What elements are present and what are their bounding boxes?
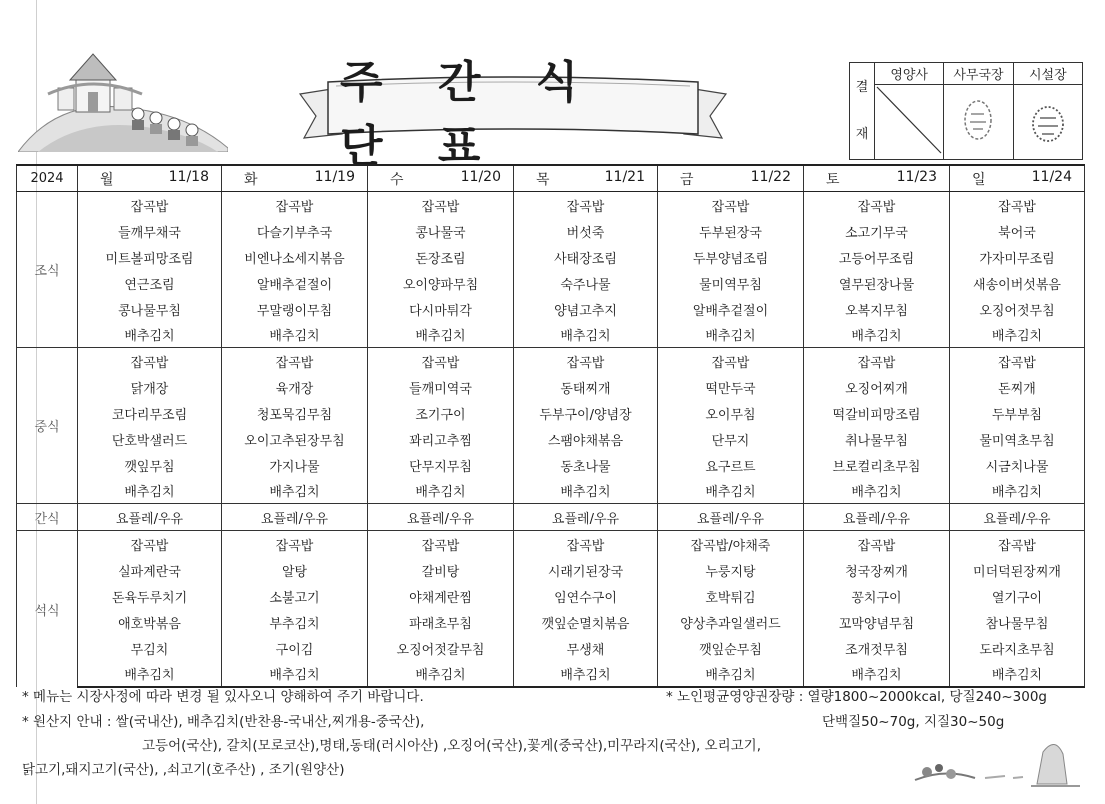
menu-item: 단호박샐러드	[78, 426, 222, 452]
menu-item: 시금치나물	[950, 452, 1085, 478]
day-name: 화	[244, 171, 258, 188]
menu-item: 스팸야채볶음	[514, 426, 658, 452]
menu-item: 꽁치구이	[804, 583, 950, 609]
page-title: 주 간 식 단 표	[340, 57, 599, 172]
menu-row	[17, 244, 1085, 270]
menu-item: 비엔나소세지볶음	[222, 244, 368, 270]
menu-item: 깻잎순멸치볶음	[514, 609, 658, 635]
day-date: 11/23	[896, 168, 937, 185]
menu-item: 배추김치	[222, 322, 368, 348]
menu-item: 돈육두루치기	[78, 583, 222, 609]
menu-item: 잡곡밥	[514, 348, 658, 375]
menu-item: 오이고추된장무침	[222, 426, 368, 452]
menu-item: 가지나물	[222, 452, 368, 478]
menu-item: 오이양파무침	[368, 270, 514, 296]
menu-row	[17, 400, 1085, 426]
menu-item: 잡곡밥	[804, 192, 950, 219]
day-name: 일	[972, 171, 986, 188]
day-name: 월	[100, 171, 114, 188]
menu-item: 배추김치	[804, 322, 950, 348]
menu-item: 잡곡밥	[804, 531, 950, 558]
menu-item: 소고기무국	[804, 218, 950, 244]
menu-row	[17, 583, 1085, 609]
menu-item: 두부부침	[950, 400, 1085, 426]
menu-row	[17, 478, 1085, 504]
menu-item: 동초나물	[514, 452, 658, 478]
menu-item: 돈장조림	[368, 244, 514, 270]
note-nutrition-2: 단백질50~70g, 지질30~50g	[822, 714, 1005, 730]
menu-item: 잡곡밥	[222, 531, 368, 558]
menu-row	[17, 531, 1085, 558]
menu-item: 참나물무침	[950, 609, 1085, 635]
menu-item: 잡곡밥	[78, 348, 222, 375]
menu-body	[17, 192, 1085, 688]
menu-item: 꽈리고추찜	[368, 426, 514, 452]
menu-item: 구이김	[222, 635, 368, 661]
menu-row	[17, 426, 1085, 452]
menu-row	[17, 192, 1085, 219]
menu-row	[17, 635, 1085, 661]
menu-item: 알탕	[222, 557, 368, 583]
menu-item: 연근조림	[78, 270, 222, 296]
approval-side-top: 결	[855, 80, 869, 95]
menu-item: 잡곡밥	[368, 192, 514, 219]
day-date: 11/22	[750, 168, 791, 185]
menu-item: 코다리무조림	[78, 400, 222, 426]
menu-item: 무말랭이무침	[222, 296, 368, 322]
approval-side-label	[850, 63, 875, 160]
menu-item: 누룽지탕	[658, 557, 804, 583]
menu-item: 배추김치	[78, 661, 222, 687]
menu-item: 요플레/우유	[368, 504, 514, 531]
menu-item: 다슬기부추국	[222, 218, 368, 244]
house-hill-illustration	[18, 48, 228, 152]
approval-signature-slash	[875, 85, 944, 160]
date-header-row	[17, 165, 1085, 192]
menu-item: 오이무침	[658, 400, 804, 426]
note-origin-2: 고등어(국산), 갈치(모로코산),명태,동태(러시아산) ,오징어(국산),꽃게(중국산),미꾸라지(국산), 오리고기,	[142, 738, 762, 754]
menu-item: 야채계란찜	[368, 583, 514, 609]
menu-item: 꼬막양념무침	[804, 609, 950, 635]
meal-label: 중식	[17, 348, 78, 504]
menu-item: 배추김치	[804, 478, 950, 504]
menu-item: 배추김치	[950, 661, 1085, 687]
menu-item: 두부된장국	[658, 218, 804, 244]
menu-item: 동태찌개	[514, 374, 658, 400]
approval-box	[849, 62, 1083, 160]
menu-item: 물미역무침	[658, 270, 804, 296]
menu-row	[17, 452, 1085, 478]
menu-item: 잡곡밥	[950, 348, 1085, 375]
day-name: 토	[826, 171, 840, 188]
menu-item: 잡곡밥	[658, 348, 804, 375]
day-header	[804, 165, 950, 192]
menu-item: 조기구이	[368, 400, 514, 426]
menu-item: 요플레/우유	[514, 504, 658, 531]
day-header	[222, 165, 368, 192]
menu-item: 가자미무조림	[950, 244, 1085, 270]
day-name: 목	[536, 171, 550, 188]
menu-item: 잡곡밥	[78, 531, 222, 558]
menu-item: 미더덕된장찌개	[950, 557, 1085, 583]
menu-item: 도라지초무침	[950, 635, 1085, 661]
menu-item: 열기구이	[950, 583, 1085, 609]
menu-item: 배추김치	[950, 478, 1085, 504]
menu-row	[17, 374, 1085, 400]
menu-item: 물미역초무침	[950, 426, 1085, 452]
year-cell: 2024	[17, 165, 78, 192]
menu-item: 버섯죽	[514, 218, 658, 244]
menu-item: 알배추겉절이	[222, 270, 368, 296]
menu-item: 들깨무채국	[78, 218, 222, 244]
day-date: 11/24	[1031, 168, 1072, 185]
menu-row	[17, 270, 1085, 296]
note-origin-3: 닭고기,돼지고기(국산), ,쇠고기(호주산) , 조기(원양산)	[22, 762, 345, 778]
day-header	[658, 165, 804, 192]
menu-item: 취나물무침	[804, 426, 950, 452]
menu-item: 오복지무침	[804, 296, 950, 322]
menu-item: 배추김치	[368, 478, 514, 504]
menu-item: 시래기된장국	[514, 557, 658, 583]
menu-row	[17, 609, 1085, 635]
menu-item: 배추김치	[368, 322, 514, 348]
menu-item: 오징어젓갈무침	[368, 635, 514, 661]
day-name: 금	[680, 171, 694, 188]
menu-item: 떡만두국	[658, 374, 804, 400]
menu-item: 알배추겉절이	[658, 296, 804, 322]
menu-item: 배추김치	[222, 478, 368, 504]
menu-item: 육개장	[222, 374, 368, 400]
day-date: 11/18	[168, 168, 209, 185]
menu-item: 미트볼피망조림	[78, 244, 222, 270]
menu-item: 사태장조림	[514, 244, 658, 270]
menu-item: 배추김치	[78, 322, 222, 348]
meal-label: 석식	[17, 531, 78, 688]
menu-item: 애호박볶음	[78, 609, 222, 635]
menu-item: 깻잎무침	[78, 452, 222, 478]
menu-item: 콩나물국	[368, 218, 514, 244]
day-date: 11/19	[314, 168, 355, 185]
menu-row	[17, 218, 1085, 244]
menu-item: 잡곡밥/야채죽	[658, 531, 804, 558]
menu-item: 잡곡밥	[514, 531, 658, 558]
day-header	[950, 165, 1085, 192]
menu-item: 두부양념조림	[658, 244, 804, 270]
menu-item: 떡갈비피망조림	[804, 400, 950, 426]
menu-item: 배추김치	[658, 478, 804, 504]
menu-item: 요플레/우유	[222, 504, 368, 531]
menu-item: 새송이버섯볶음	[950, 270, 1085, 296]
menu-item: 돈찌개	[950, 374, 1085, 400]
menu-item: 고등어무조림	[804, 244, 950, 270]
decorative-flower-art	[905, 728, 1085, 790]
menu-item: 두부구이/양념장	[514, 400, 658, 426]
menu-item: 잡곡밥	[222, 192, 368, 219]
menu-item: 잡곡밥	[950, 531, 1085, 558]
menu-item: 요플레/우유	[804, 504, 950, 531]
menu-item: 오징어젓무침	[950, 296, 1085, 322]
menu-item: 잡곡밥	[658, 192, 804, 219]
approval-role: 시설장	[1013, 63, 1082, 85]
menu-item: 잡곡밥	[222, 348, 368, 375]
menu-item: 조개젓무침	[804, 635, 950, 661]
day-header	[78, 165, 222, 192]
menu-item: 호박튀김	[658, 583, 804, 609]
menu-item: 단무지무침	[368, 452, 514, 478]
menu-row	[17, 296, 1085, 322]
menu-item: 깻잎순무침	[658, 635, 804, 661]
menu-item: 잡곡밥	[368, 531, 514, 558]
meal-label: 간식	[17, 504, 78, 531]
approval-side-bottom: 재	[855, 127, 869, 142]
menu-item: 요플레/우유	[78, 504, 222, 531]
menu-row	[17, 348, 1085, 375]
menu-item: 갈비탕	[368, 557, 514, 583]
day-name: 수	[390, 171, 404, 188]
menu-row	[17, 661, 1085, 687]
menu-item: 실파계란국	[78, 557, 222, 583]
approval-signature-stamp	[1013, 85, 1082, 160]
day-header	[514, 165, 658, 192]
menu-item: 다시마튀각	[368, 296, 514, 322]
menu-item: 브로컬리초무침	[804, 452, 950, 478]
menu-row	[17, 557, 1085, 583]
menu-item: 무김치	[78, 635, 222, 661]
menu-item: 배추김치	[514, 322, 658, 348]
menu-item: 잡곡밥	[368, 348, 514, 375]
menu-item: 잡곡밥	[804, 348, 950, 375]
menu-item: 배추김치	[514, 478, 658, 504]
menu-item: 청포묵김무침	[222, 400, 368, 426]
menu-row	[17, 322, 1085, 348]
menu-item: 부추김치	[222, 609, 368, 635]
day-date: 11/20	[460, 168, 501, 185]
approval-signature-stamp	[944, 85, 1013, 160]
menu-item: 배추김치	[658, 322, 804, 348]
menu-item: 잡곡밥	[78, 192, 222, 219]
menu-item: 들깨미역국	[368, 374, 514, 400]
menu-item: 임연수구이	[514, 583, 658, 609]
menu-item: 배추김치	[514, 661, 658, 687]
day-date: 11/21	[604, 168, 645, 185]
menu-item: 배추김치	[950, 322, 1085, 348]
menu-item: 파래초무침	[368, 609, 514, 635]
menu-item: 요플레/우유	[658, 504, 804, 531]
menu-item: 무생채	[514, 635, 658, 661]
menu-item: 양상추과일샐러드	[658, 609, 804, 635]
menu-item: 배추김치	[804, 661, 950, 687]
menu-item: 잡곡밥	[514, 192, 658, 219]
approval-role: 사무국장	[944, 63, 1013, 85]
menu-item: 잡곡밥	[950, 192, 1085, 219]
menu-item: 배추김치	[78, 478, 222, 504]
note-menu-change: * 메뉴는 시장사정에 따라 변경 될 있사오니 양해하여 주기 바랍니다.	[22, 689, 424, 705]
menu-item: 숙주나물	[514, 270, 658, 296]
note-nutrition: * 노인평균영양권장량 : 열량1800~2000kcal, 당질240~300g	[666, 689, 1047, 705]
menu-item: 배추김치	[658, 661, 804, 687]
menu-item: 소불고기	[222, 583, 368, 609]
menu-item: 북어국	[950, 218, 1085, 244]
menu-item: 양념고추지	[514, 296, 658, 322]
meal-label: 조식	[17, 192, 78, 348]
menu-item: 배추김치	[222, 661, 368, 687]
menu-item: 닭개장	[78, 374, 222, 400]
day-header	[368, 165, 514, 192]
menu-item: 요구르트	[658, 452, 804, 478]
menu-item: 요플레/우유	[950, 504, 1085, 531]
weekly-menu-table	[16, 164, 1085, 688]
note-origin: * 원산지 안내 : 쌀(국내산), 배추김치(반찬용-국내산,찌개용-중국산),	[22, 714, 425, 730]
menu-row	[17, 504, 1085, 531]
menu-item: 오징어찌개	[804, 374, 950, 400]
menu-item: 열무된장나물	[804, 270, 950, 296]
approval-role: 영양사	[875, 63, 944, 85]
menu-item: 청국장찌개	[804, 557, 950, 583]
menu-item: 배추김치	[368, 661, 514, 687]
menu-item: 단무지	[658, 426, 804, 452]
menu-item: 콩나물무침	[78, 296, 222, 322]
